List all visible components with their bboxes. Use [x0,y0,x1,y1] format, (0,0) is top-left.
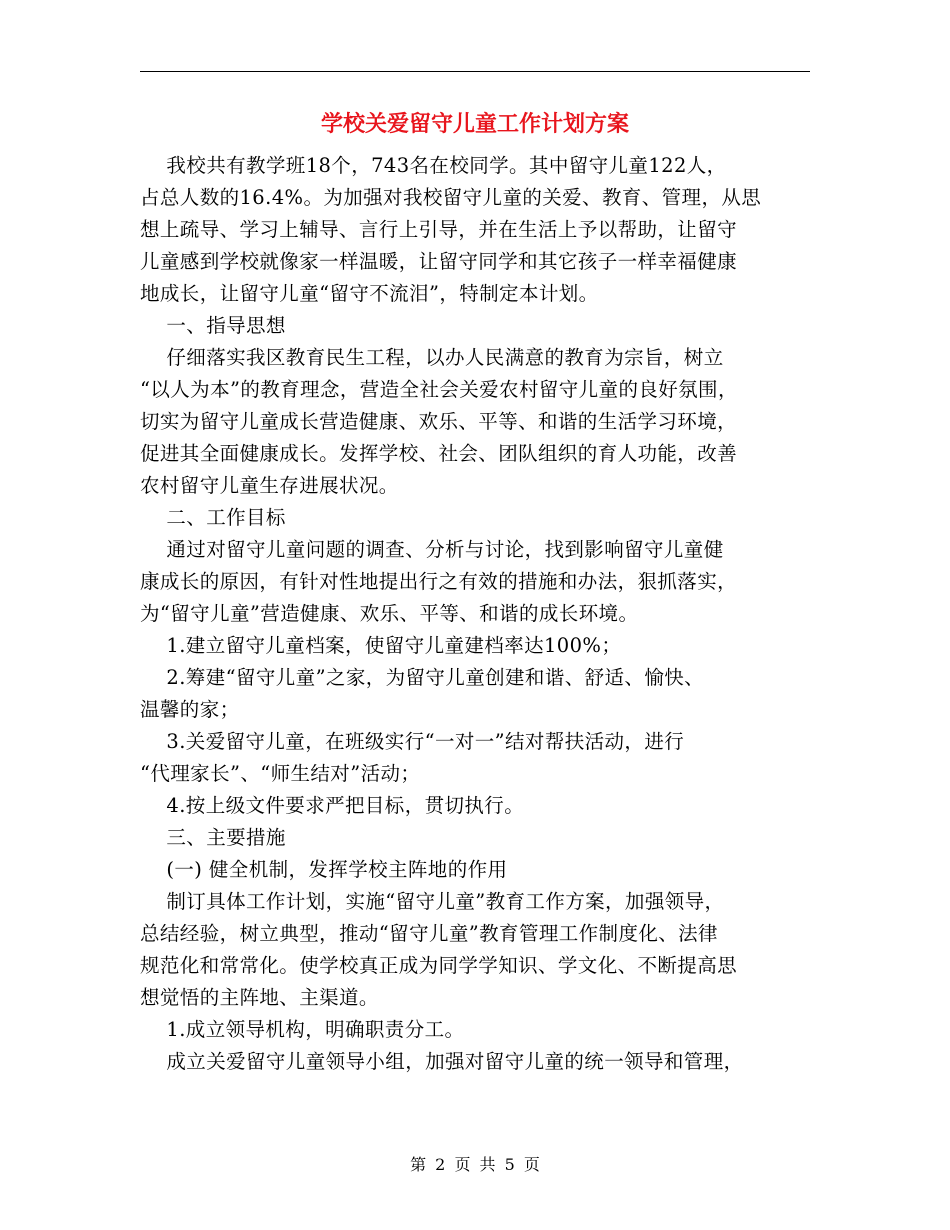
body-line: 地成长，让留守儿童“留守不流泪”，特制定本计划。 [140,282,599,305]
body-line: 康成长的原因，有针对性地提出行之有效的措施和办法，狠抓落实， [140,570,738,593]
list-item: 1.建立留守儿童档案，使留守儿童建档率达100%； [140,634,622,657]
body-line: 通过对留守儿童问题的调查、分析与讨论，找到影响留守儿童健 [140,538,724,561]
body-line: 切实为留守儿童成长营造健康、欢乐、平等、和谐的生活学习环境， [140,410,738,433]
list-item: 4.按上级文件要求严把目标，贯切执行。 [140,794,525,817]
body-line: 我校共有教学班18个，743名在校同学。其中留守儿童122人， [140,154,727,177]
body-line: “以人为本”的教育理念，营造全社会关爱农村留守儿童的良好氛围， [140,378,738,401]
document-title: 学校关爱留守儿童工作计划方案 [320,111,629,137]
body-line: “代理家长”、“师生结对”活动； [140,762,421,785]
document-body [140,150,820,1078]
body-line: 儿童感到学校就像家一样温暖，让留守同学和其它孩子一样幸福健康 [140,250,738,273]
page-number: 第 2 页 共 5 页 [410,1155,540,1174]
body-line: 成立关爱留守儿童领导小组，加强对留守儿童的统一领导和管理， [140,1050,744,1073]
list-item: 3.关爱留守儿童，在班级实行“一对一”结对帮扶活动，进行 [140,730,685,753]
body-line: 农村留守儿童生存进展状况。 [140,474,399,497]
body-line: 占总人数的16.4%。为加强对我校留守儿童的关爱、教育、管理，从思 [140,186,762,209]
header-rule [140,71,810,72]
body-line: 想上疏导、学习上辅导、言行上引导，并在生活上予以帮助，让留守 [140,218,738,241]
section-heading: 二、工作目标 [140,506,286,529]
body-line: 促进其全面健康成长。发挥学校、社会、团队组织的育人功能，改善 [140,442,738,465]
section-heading: 一、指导思想 [140,314,286,337]
body-line: 规范化和常常化。使学校真正成为同学学知识、学文化、不断提高思 [140,954,738,977]
body-line: 为“留守儿童”营造健康、欢乐、平等、和谐的成长环境。 [140,602,639,625]
list-item: 1.成立领导机构，明确职责分工。 [140,1018,465,1041]
body-line: 制订具体工作计划，实施“留守儿童”教育工作方案，加强领导， [140,890,725,913]
body-line: 想觉悟的主阵地、主渠道。 [140,986,379,1009]
body-line: 总结经验，树立典型，推动“留守儿童”教育管理工作制度化、法律 [140,922,718,945]
subsection-heading: (一) 健全机制，发挥学校主阵地的作用 [140,858,508,881]
body-line: 温馨的家； [140,698,240,721]
section-heading: 三、主要措施 [140,826,286,849]
body-line: 仔细落实我区教育民生工程，以办人民满意的教育为宗旨，树立 [140,346,724,369]
list-item: 2.筹建“留守儿童”之家，为留守儿童创建和谐、舒适、愉快、 [140,666,705,689]
